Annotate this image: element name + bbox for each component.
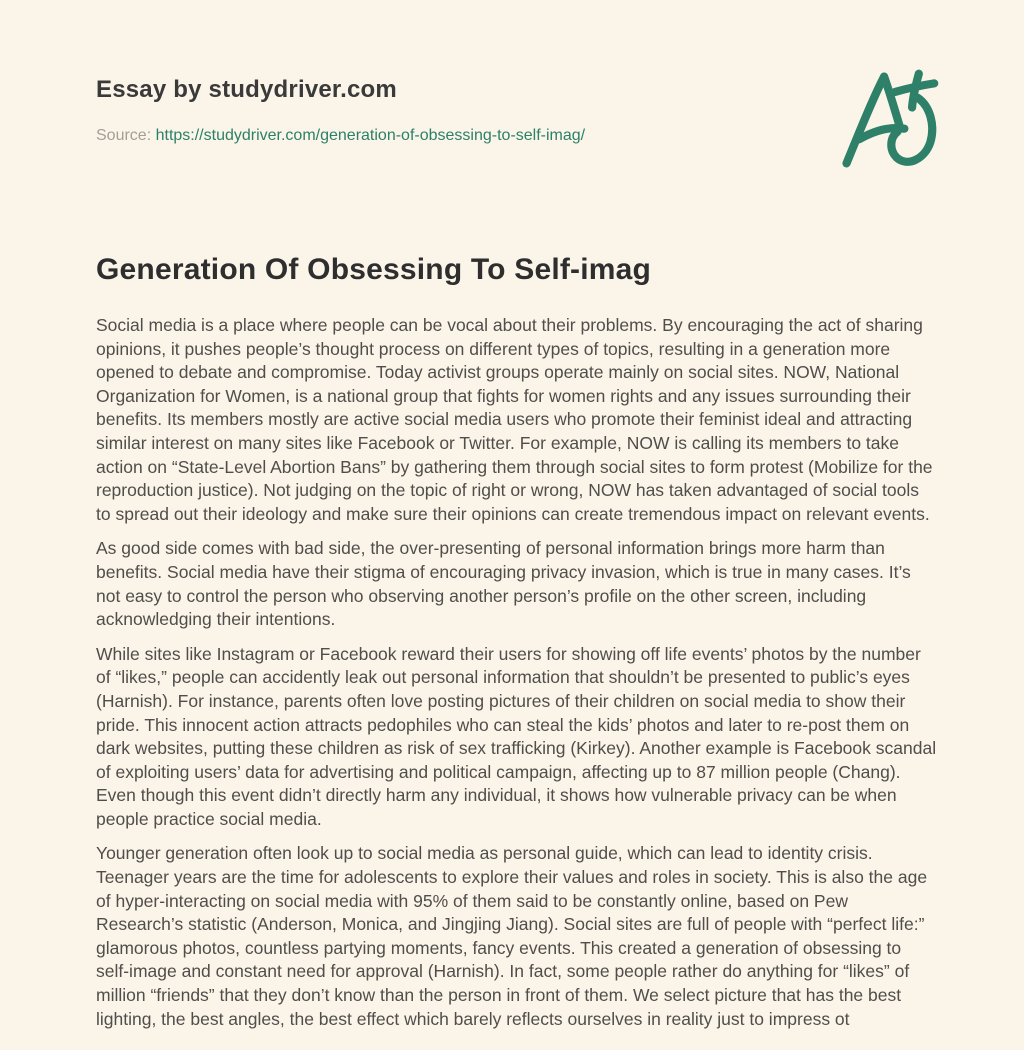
source-link[interactable]: https://studydriver.com/generation-of-obsessing-to-self-imag/ [155,127,586,144]
essay-paragraph: As good side comes with bad side, the over-presenting of personal information brings more harm than benefits. Social media have their stigma of encouraging privacy invasion, which is true in many cases. It’s not easy to control the person who observing another person’s profile on the other screen, including acknowledging their intentions. [96,538,911,630]
page-header-title: Essay by studydriver.com [96,76,397,103]
document-header [96,76,938,146]
source-label: Source: [96,127,152,144]
a-plus-logo-icon [834,66,940,174]
source-line [96,126,938,146]
essay-paragraph: While sites like Instagram or Facebook reward their users for showing off life events’ photos by the number of “likes,” people can accidently leak out personal information that shouldn’t be presented to public’s eyes (Harnish). For instance, parents often love posting pictures of their children on social media to show their pride. This innocent action attracts pedophiles who can steal the kids’ photos and later to re-post them on dark websites, putting these children as risk of sex trafficking (Kirkey). Another example is Facebook scandal of exploiting users’ data for advertising and political campaign, affecting up to 87 million people (Chang). Even though this event didn’t directly harm any individual, it shows how vulnerable privacy can be when people practice social media. [96,643,937,829]
essay-body [96,314,938,1031]
essay-paragraph: Younger generation often look up to social media as personal guide, which can lead to identity crisis. Teenager years are the time for adolescents to explore their values and roles in society. This is also the age of hyper-interacting on social media with 95% of them said to be constantly online, based on Pew Research’s statistic (Anderson, Monica, and Jingjing Jiang). Social sites are full of people with “perfect life:” glamorous photos, countless partying moments, fancy events. This created a generation of obsessing to self-image and constant need for approval (Harnish). In fact, some people rather do anything for “likes” of million “friends” that they don’t know than the person in front of them. We select picture that has the best lighting, the best angles, the best effect which barely reflects ourselves in reality just to impress ot [96,843,928,1029]
essay-paragraph: Social media is a place where people can be vocal about their problems. By encouraging the act of sharing opinions, it pushes people’s thought process on different types of topics, resulting in a generation more opened to debate and compromise. Today activist groups operate mainly on social sites. NOW, National Organization for Women, is a national group that fights for women rights and any issues surrounding their benefits. Its members mostly are active social media users who promote their feminist ideal and attracting similar interest on many sites like Facebook or Twitter. For example, NOW is calling its members to take action on “State-Level Abortion Bans” by gathering them through social sites to form protest (Mobilize for the reproduction justice). Not judging on the topic of right or wrong, NOW has taken advantaged of social tools to spread out their ideology and make sure their opinions can create tremendous impact on relevant events. [96,315,933,524]
essay-title: Generation Of Obsessing To Self-imag [96,253,652,286]
